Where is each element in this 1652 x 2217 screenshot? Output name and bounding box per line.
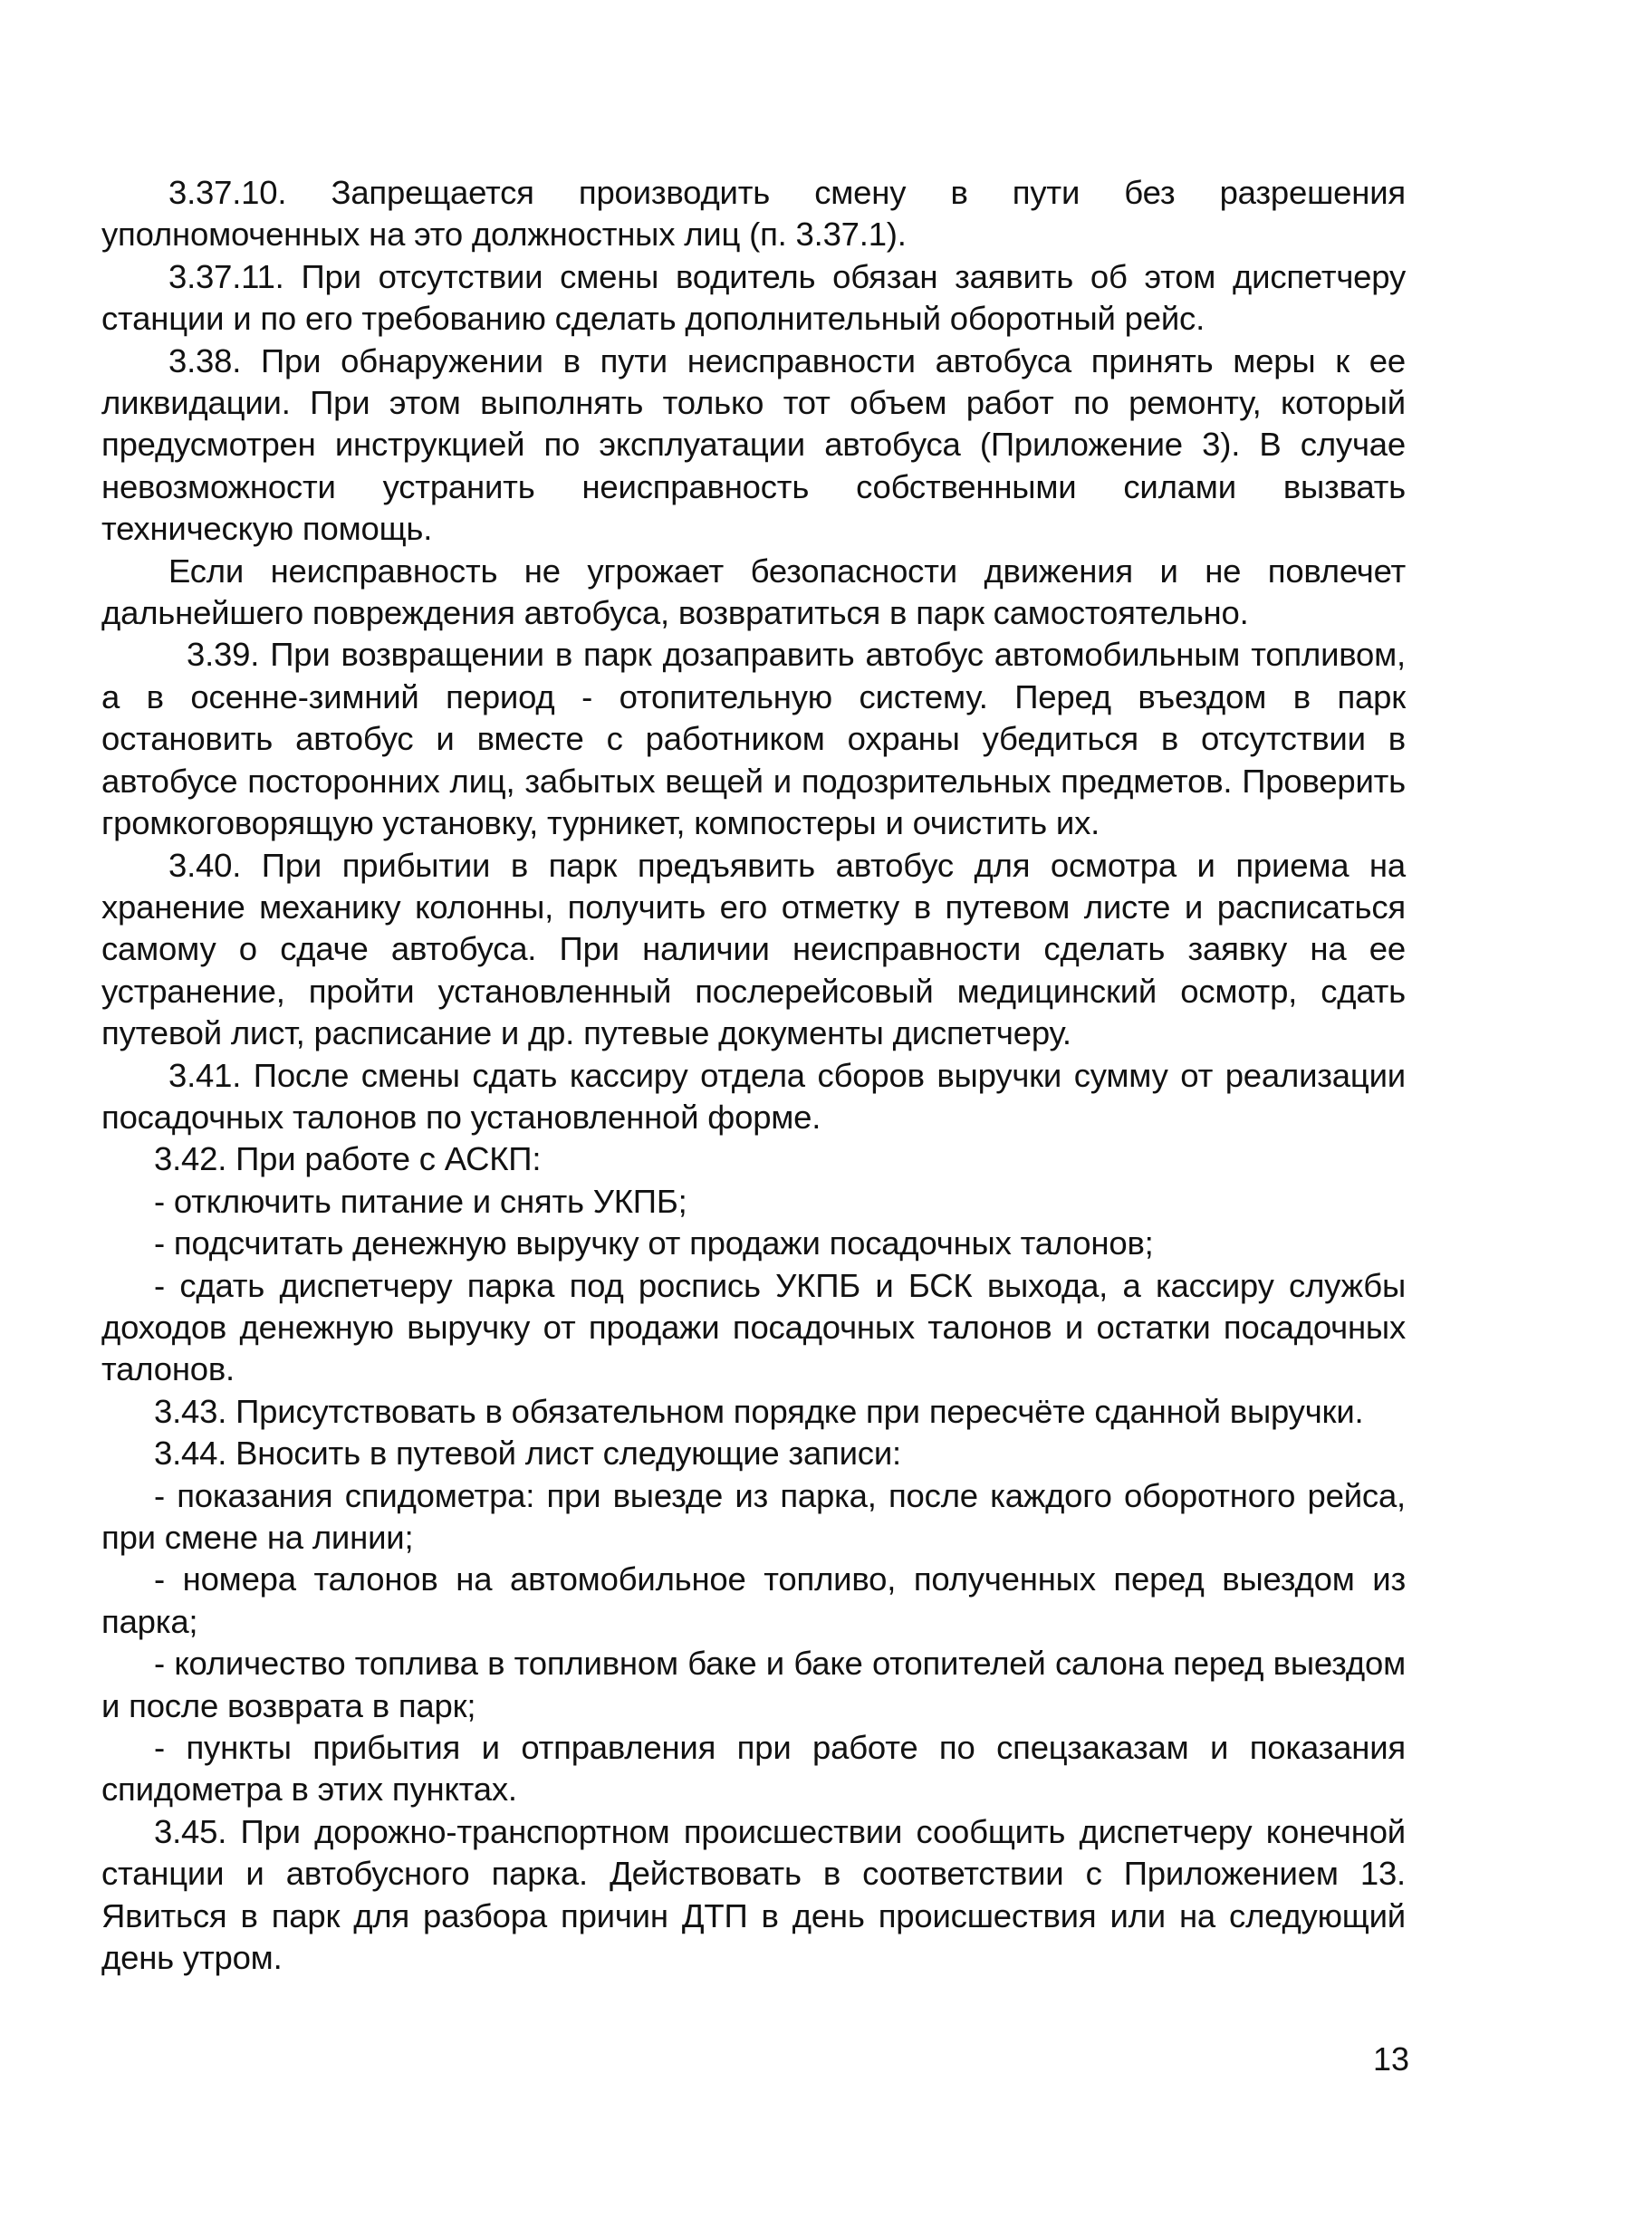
list-item-count-revenue: - подсчитать денежную выручку от продажи посадочных талонов; bbox=[154, 1224, 1154, 1262]
paragraph-3-38-continued: Если неисправность не угрожает безопасности движения и не повлечет дальнейшего повреждения автобуса, возвратиться в парк самостоятельно. bbox=[101, 552, 1406, 632]
paragraph-3-37-11: 3.37.11. При отсутствии смены водитель обязан заявить об этом диспетчеру станции и по его требованию сделать дополнительный оборотный рейс. bbox=[101, 257, 1406, 338]
paragraph-3-39: 3.39. При возвращении в парк дозаправить автобус автомобильным топливом, а в осенне-зимний период - отопительную систему. Перед въездом в парк остановить автобус и вместе с работником охраны убедиться в отсутствии в автобусе посторонних лиц, забытых вещей и подозрительных предметов. Проверить громкоговорящую установку, турникет, компостеры и очистить их. bbox=[101, 636, 1406, 842]
paragraph-3-43: 3.43. Присутствовать в обязательном порядке при пересчёте сданной выручки. bbox=[154, 1392, 1364, 1430]
document-body bbox=[101, 172, 1406, 1979]
list-item-speedometer: - показания спидометра: при выезде из парка, после каждого оборотного рейса, при смене на линии; bbox=[101, 1476, 1406, 1556]
list-item-hand-over: - сдать диспетчеру парка под роспись УКПБ и БСК выхода, а кассиру службы доходов денежную выручку от продажи посадочных талонов и остатки посадочных талонов. bbox=[101, 1266, 1406, 1388]
list-item-points: - пункты прибытия и отправления при работе по спецзаказам и показания спидометра в этих пунктах. bbox=[101, 1729, 1406, 1809]
paragraph-3-44: 3.44. Вносить в путевой лист следующие записи: bbox=[154, 1435, 901, 1473]
list-item-disconnect-power: - отключить питание и снять УКПБ; bbox=[154, 1182, 687, 1220]
list-item-fuel-coupons: - номера талонов на автомобильное топливо, полученных перед выездом из парка; bbox=[101, 1560, 1406, 1640]
list-item-fuel-amount: - количество топлива в топливном баке и баке отопителей салона перед выездом и после возврата в парк; bbox=[101, 1645, 1406, 1724]
paragraph-3-41: 3.41. После смены сдать кассиру отдела сборов выручки сумму от реализации посадочных талонов по установленной форме. bbox=[101, 1056, 1406, 1136]
paragraph-3-37-10: 3.37.10. Запрещается производить смену в пути без разрешения уполномоченных на это должностных лиц (п. 3.37.1). bbox=[101, 174, 1406, 254]
paragraph-3-42: 3.42. При работе с АСКП: bbox=[154, 1140, 542, 1178]
paragraph-3-45: 3.45. При дорожно-транспортном происшествии сообщить диспетчеру конечной станции и автобусного парка. Действовать в соответствии с Приложением 13. Явиться в парк для разбора причин ДТП в день происшествия или на следующий день утром. bbox=[101, 1812, 1406, 1977]
paragraph-3-40: 3.40. При прибытии в парк предъявить автобус для осмотра и приема на хранение механику колонны, получить его отметку в путевом листе и расписаться самому о сдаче автобуса. При наличии неисправности сделать заявку на ее устранение, пройти установленный послерейсовый медицинский осмотр, сдать путевой лист, расписание и др. путевые документы диспетчеру. bbox=[101, 846, 1406, 1052]
page-number: 13 bbox=[1372, 2040, 1409, 2078]
paragraph-3-38: 3.38. При обнаружении в пути неисправности автобуса принять меры к ее ликвидации. При этом выполнять только тот объем работ по ремонту, который предусмотрен инструкцией по эксплуатации автобуса (Приложение 3). В случае невозможности устранить неисправность собственными силами вызвать техническую помощь. bbox=[101, 341, 1406, 548]
